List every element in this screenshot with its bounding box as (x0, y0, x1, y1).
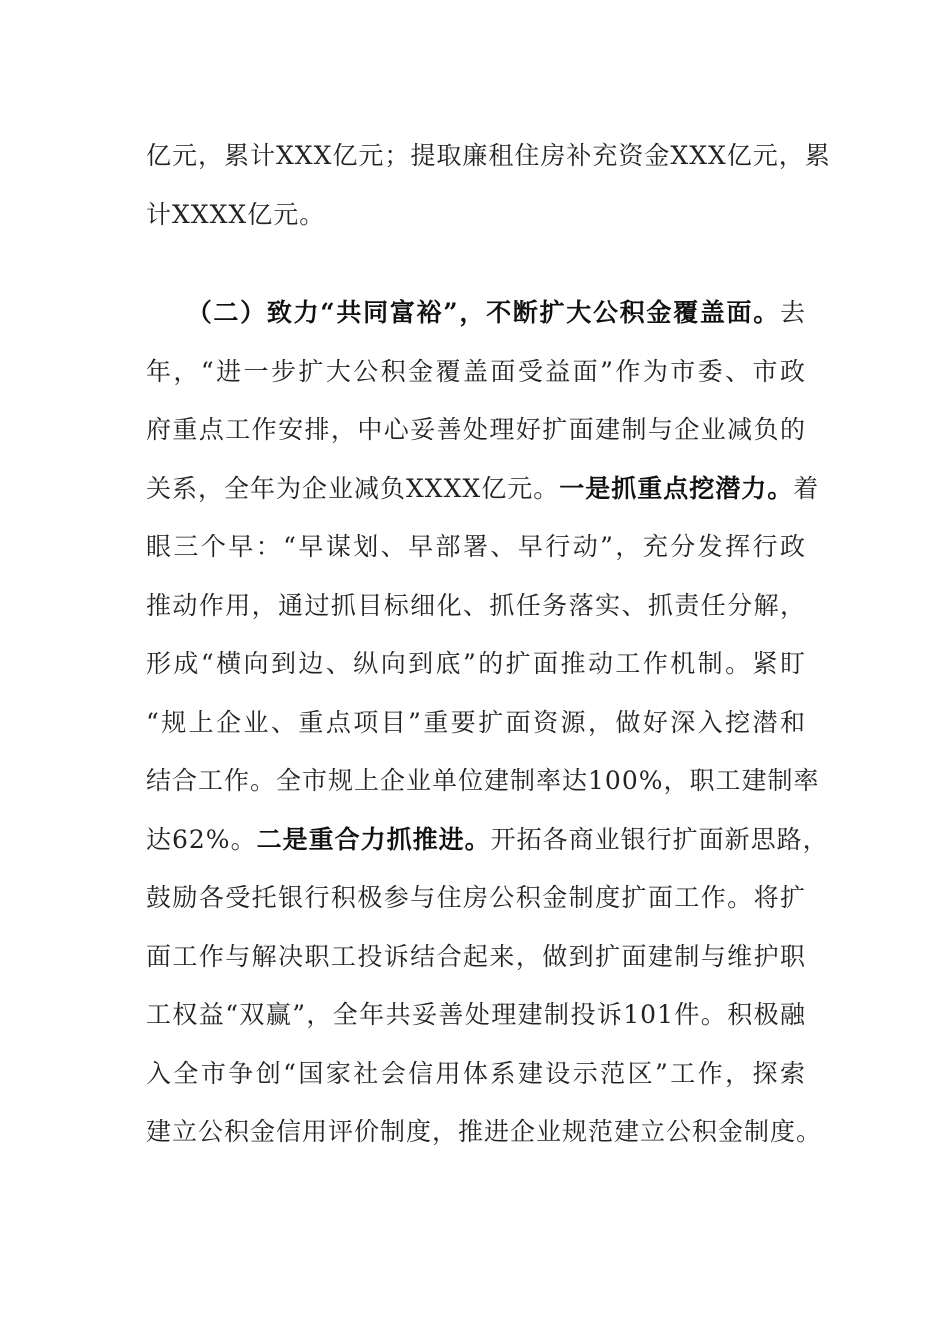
paragraph-2-line-8: “规上企业、重点项目”重要扩面资源，做好深入挖潜和 (146, 707, 806, 737)
paragraph-2-line-4 (146, 460, 820, 519)
subheading-two: 二是重合力抓推进。 (256, 824, 491, 854)
paragraph-2-line-14: 入全市争创“国家社会信用体系建设示范区”工作，探索 (146, 1058, 806, 1088)
paragraph-1-line-1: 亿元，累计XXX亿元；提取廉租住房补充资金XXX亿元，累 (146, 141, 831, 170)
paragraph-2-line-3: 府重点工作安排，中心妥善处理好扩面建制与企业减负的 (146, 415, 806, 444)
line-10-text-a: 达62%。 (146, 824, 257, 854)
paragraph-2-line-11: 鼓励各受托银行积极参与住房公积金制度扩面工作。将扩 (146, 883, 806, 912)
paragraph-2-line-10 (146, 811, 829, 870)
section-heading: （二）致力“共同富裕”，不断扩大公积金覆盖面。 (186, 298, 780, 327)
line-4-text-a: 关系，全年为企业减负XXXX亿元。 (146, 473, 560, 503)
paragraph-2-line-13: 工权益“双赢”，全年共妥善处理建制投诉101件。积极融 (146, 1000, 806, 1029)
document-body (146, 127, 831, 1162)
paragraph-2-line-6: 推动作用，通过抓目标细化、抓任务落实、抓责任分解， (146, 590, 806, 620)
paragraph-2-line-15: 建立公积金信用评价制度，推进企业规范建立公积金制度。 (146, 1117, 823, 1146)
paragraph-1-line-2: 计XXXX亿元。 (146, 199, 326, 229)
line-4-text-b: 着 (793, 473, 820, 503)
paragraph-2-line-1 (146, 284, 806, 343)
section-heading-continuation: 去 (779, 298, 806, 327)
paragraph-2-line-7: 形成“横向到边、纵向到底”的扩面推动工作机制。紧盯 (146, 649, 806, 678)
line-10-text-b: 开拓各商业银行扩面新思路， (490, 824, 829, 854)
paragraph-spacer (146, 244, 806, 284)
paragraph-2-line-12: 面工作与解决职工投诉结合起来，做到扩面建制与维护职 (146, 941, 806, 971)
paragraph-2-line-2: 年，“进一步扩大公积金覆盖面受益面”作为市委、市政 (146, 356, 806, 386)
paragraph-2-line-5: 眼三个早：“早谋划、早部署、早行动”，充分发挥行政 (146, 532, 806, 561)
subheading-one: 一是抓重点挖潜力。 (559, 473, 794, 503)
paragraph-2-line-9: 结合工作。全市规上企业单位建制率达100%，职工建制率 (146, 766, 820, 795)
